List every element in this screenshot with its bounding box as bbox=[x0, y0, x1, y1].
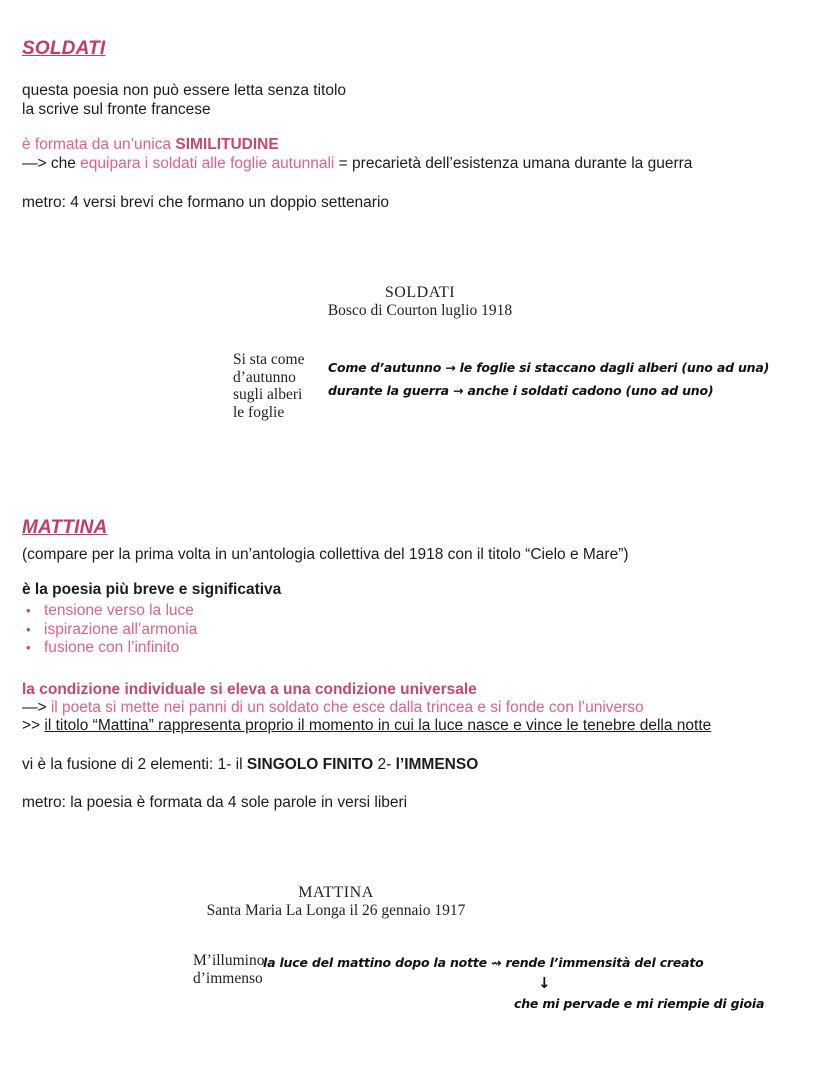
soldati-arrow-pink: equipara i soldati alle foglie autunnali bbox=[80, 155, 335, 172]
soldati-poem-title: SOLDATI bbox=[384, 284, 456, 301]
soldati-arrow-suffix: = precarietà dell’esistenza umana durante la guerra bbox=[334, 155, 693, 172]
poem-line: d’autunno bbox=[233, 368, 296, 386]
soldati-arrow-line bbox=[22, 155, 692, 174]
mattina-fusione-line bbox=[22, 756, 478, 775]
poem-line: le foglie bbox=[233, 403, 285, 421]
similitudine-prefix: è formata da un’unica bbox=[22, 136, 176, 153]
soldati-similitudine-line bbox=[22, 136, 279, 155]
mattina-pink-bold-line: la condizione individuale si eleva a una condizione universale bbox=[22, 681, 477, 698]
arrow-glyph: —> che bbox=[22, 155, 81, 172]
mattina-handwritten-line2: che mi pervade e mi riempie di gioia bbox=[514, 996, 765, 1011]
mattina-poem-header bbox=[166, 884, 506, 919]
poem-line: sugli alberi bbox=[233, 386, 303, 403]
soldati-metro: metro: 4 versi brevi che formano un doppio settenario bbox=[22, 194, 390, 211]
chevron-glyph: >> bbox=[22, 717, 45, 734]
bullet-item bbox=[22, 621, 197, 640]
arrow-glyph: —> bbox=[22, 699, 51, 716]
soldati-intro-line1: questa poesia non può essere letta senza titolo bbox=[22, 82, 347, 99]
mattina-underlined-statement: il titolo “Mattina” rappresenta proprio il momento in cui la luce nasce e vince le tenebre della notte bbox=[44, 717, 712, 734]
mattina-chevron-line bbox=[22, 717, 711, 736]
poem-line: M’illumino bbox=[193, 952, 265, 969]
bullet-label: ispirazione all’armonia bbox=[44, 620, 198, 638]
bullet-label: tensione verso la luce bbox=[44, 602, 194, 619]
mattina-bold-intro: è la poesia più breve e significativa bbox=[22, 581, 282, 598]
fusione-prefix: vi è la fusione di 2 elementi: 1- il bbox=[22, 756, 247, 773]
fusione-singolo-finito: SINGOLO FINITO bbox=[246, 756, 374, 773]
down-arrow-icon: ↓ bbox=[538, 974, 551, 992]
mattina-subtitle: (compare per la prima volta in un’antologia collettiva del 1918 con il titolo “Cielo e Mare”) bbox=[22, 546, 629, 563]
soldati-poem-text bbox=[233, 351, 304, 421]
soldati-intro bbox=[22, 82, 346, 119]
bullet-item bbox=[22, 602, 197, 621]
fusione-immenso: l’IMMENSO bbox=[395, 756, 479, 773]
soldati-handwritten-line2: durante la guerra → anche i soldati cadono (uno ad uno) bbox=[328, 383, 714, 398]
mattina-poem-subtitle: Santa Maria La Longa il 26 gennaio 1917 bbox=[206, 901, 466, 919]
bullet-item bbox=[22, 639, 197, 658]
mattina-metro: metro: la poesia è formata da 4 sole parole in versi liberi bbox=[22, 794, 408, 811]
bullet-dot-icon: • bbox=[26, 603, 31, 618]
soldati-intro-line2: la scrive sul fronte francese bbox=[22, 100, 211, 118]
bullet-dot-icon: • bbox=[26, 640, 31, 655]
similitudine-keyword: SIMILITUDINE bbox=[175, 136, 279, 153]
mattina-bullet-list bbox=[22, 602, 197, 658]
mattina-poem-title: MATTINA bbox=[298, 884, 374, 901]
mattina-arrow-pink: il poeta si mette nei panni di un soldato che esce dalla trincea e si fonde con l’universo bbox=[50, 699, 644, 716]
bullet-dot-icon: • bbox=[26, 621, 31, 637]
mattina-handwritten-line1: la luce del mattino dopo la notte ⇝ rende l’immensità del creato bbox=[263, 955, 704, 970]
fusione-mid: 2- bbox=[373, 756, 396, 773]
soldati-poem-subtitle: Bosco di Courton luglio 1918 bbox=[327, 301, 513, 319]
soldati-poem-header bbox=[250, 284, 590, 319]
mattina-arrow-line bbox=[22, 699, 644, 718]
poem-line: Si sta come bbox=[233, 351, 305, 368]
mattina-poem-text bbox=[193, 952, 264, 987]
mattina-heading: MATTINA bbox=[22, 517, 108, 538]
soldati-handwritten-line1: Come d’autunno → le foglie si staccano dagli alberi (uno ad una) bbox=[328, 360, 770, 375]
bullet-label: fusione con l’infinito bbox=[44, 639, 180, 656]
poem-line: d’immenso bbox=[193, 969, 263, 987]
soldati-handwritten-note bbox=[328, 356, 769, 402]
soldati-heading: SOLDATI bbox=[22, 38, 106, 59]
